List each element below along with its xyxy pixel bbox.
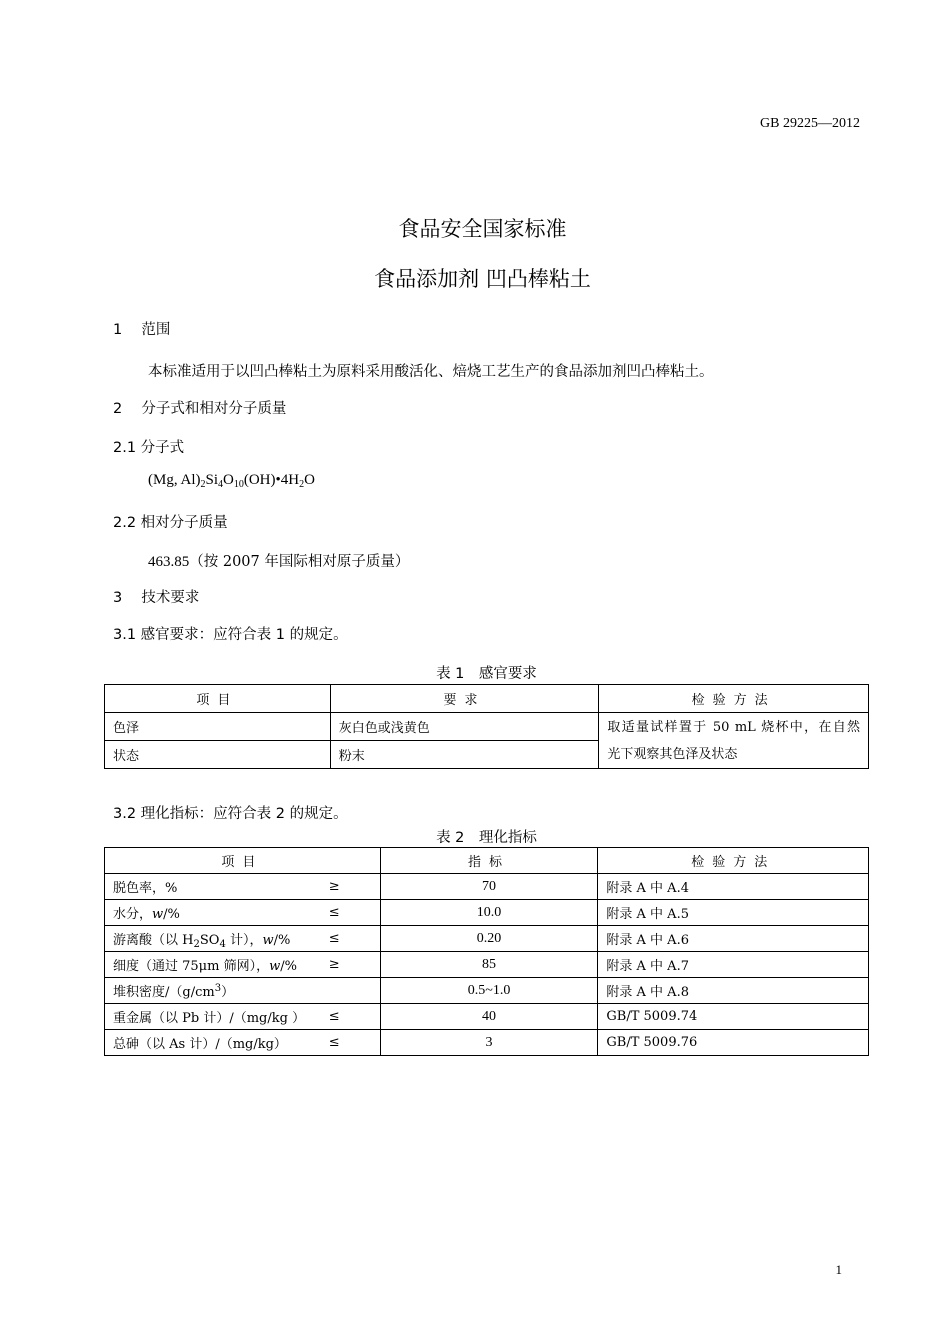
molecular-mass: 463.85（按 2007 年国际相对原子质量） bbox=[148, 554, 410, 570]
method-cell: 附录 A 中 A.6 bbox=[598, 926, 869, 952]
item-cell: 重金属（以 Pb 计）/（mg/kg ） ≤ bbox=[105, 1004, 381, 1030]
item-cell: 状态 bbox=[105, 741, 331, 769]
method-cell: GB/T 5009.76 bbox=[598, 1030, 869, 1056]
section-2-heading: 2 分子式和相对分子质量 bbox=[113, 401, 287, 417]
table-2-caption: 表 2 理化指标 bbox=[436, 830, 537, 846]
column-header: 检验方法 bbox=[599, 685, 869, 713]
method-cell: GB/T 5009.74 bbox=[598, 1004, 869, 1030]
section-3-2-heading: 3.2 理化指标：应符合表 2 的规定。 bbox=[113, 806, 348, 822]
value-cell: 85 bbox=[380, 952, 598, 978]
table-row bbox=[105, 952, 869, 978]
item-cell: 游离酸（以 $H_2SO_4$ 计），w/% ≤ bbox=[105, 926, 381, 952]
standard-number: GB 29225—2012 bbox=[760, 116, 860, 131]
table-2 bbox=[104, 847, 869, 1056]
section-3-1-heading: 3.1 感官要求：应符合表 1 的规定。 bbox=[113, 627, 348, 643]
document-subtitle: 食品添加剂 凹凸棒粘土 bbox=[374, 267, 591, 291]
method-cell: 取适量试样置于 50 mL 烧杯中，在自然 光下观察其色泽及状态 bbox=[599, 713, 869, 769]
item-cell: 总砷（以 As 计）/（mg/kg） ≤ bbox=[105, 1030, 381, 1056]
table-header-row bbox=[105, 848, 869, 874]
molecular-formula: (Mg, $Al)_2Si_4O_{10}(OH)•4H_2O$ bbox=[148, 472, 315, 490]
section-2-1-heading: 2.1 分子式 bbox=[113, 440, 185, 456]
requirement-cell: 灰白色或浅黄色 bbox=[330, 713, 599, 741]
column-header: 要求 bbox=[330, 685, 599, 713]
page-number: 1 bbox=[835, 1262, 842, 1277]
table-1-caption: 表 1 感官要求 bbox=[436, 666, 537, 682]
table-1 bbox=[104, 684, 869, 769]
item-cell: 脱色率，% ≥ bbox=[105, 874, 381, 900]
table-row bbox=[105, 1030, 869, 1056]
item-cell: 水分，w/% ≤ bbox=[105, 900, 381, 926]
item-cell: 细度（通过 75μm 筛网），w/% ≥ bbox=[105, 952, 381, 978]
table-row bbox=[105, 874, 869, 900]
table-row bbox=[105, 713, 869, 741]
value-cell: 0.5~1.0 bbox=[380, 978, 598, 1004]
column-header: 检验方法 bbox=[598, 848, 869, 874]
section-1-text: 本标准适用于以凹凸棒粘土为原料采用酸活化、焙烧工艺生产的食品添加剂凹凸棒粘土。 bbox=[148, 364, 714, 380]
table-row bbox=[105, 978, 869, 1004]
value-cell: 10.0 bbox=[380, 900, 598, 926]
column-header: 项目 bbox=[105, 848, 381, 874]
column-header: 项目 bbox=[105, 685, 331, 713]
document-title: 食品安全国家标准 bbox=[398, 217, 567, 241]
method-cell: 附录 A 中 A.7 bbox=[598, 952, 869, 978]
value-cell: 40 bbox=[380, 1004, 598, 1030]
section-2-2-heading: 2.2 相对分子质量 bbox=[113, 515, 228, 531]
item-cell: 色泽 bbox=[105, 713, 331, 741]
method-cell: 附录 A 中 A.5 bbox=[598, 900, 869, 926]
table-row bbox=[105, 900, 869, 926]
method-cell: 附录 A 中 A.4 bbox=[598, 874, 869, 900]
method-cell: 附录 A 中 A.8 bbox=[598, 978, 869, 1004]
column-header: 指标 bbox=[380, 848, 598, 874]
table-row bbox=[105, 1004, 869, 1030]
section-1-heading: 1 范围 bbox=[113, 322, 171, 338]
value-cell: 0.20 bbox=[380, 926, 598, 952]
table-header-row bbox=[105, 685, 869, 713]
value-cell: 70 bbox=[380, 874, 598, 900]
item-cell: 堆积密度$/(g/cm^3)$ bbox=[105, 978, 381, 1004]
table-row bbox=[105, 926, 869, 952]
section-3-heading: 3 技术要求 bbox=[113, 590, 200, 606]
requirement-cell: 粉末 bbox=[330, 741, 599, 769]
value-cell: 3 bbox=[380, 1030, 598, 1056]
